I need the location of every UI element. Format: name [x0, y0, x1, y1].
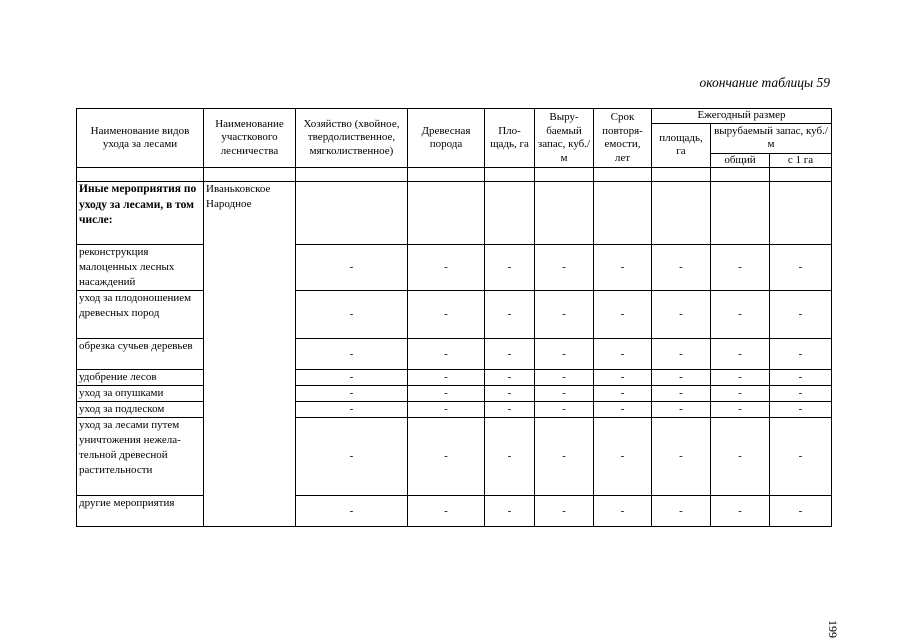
- dash-cell: -: [535, 245, 594, 291]
- table-row: [77, 418, 832, 496]
- table-caption: окончание таблицы 59: [699, 75, 830, 90]
- empty-cell: [535, 168, 594, 182]
- empty-cell: [711, 182, 770, 245]
- dash-cell: -: [652, 339, 711, 370]
- row-label: уход за опушками: [77, 386, 204, 402]
- table-row: [77, 496, 832, 527]
- empty-cell: [296, 182, 408, 245]
- empty-cell: [296, 168, 408, 182]
- dash-cell: -: [535, 496, 594, 527]
- header-type: Наименование видов ухода за лесами: [77, 109, 204, 168]
- header-species: Древесная порода: [408, 109, 485, 168]
- dash-cell: -: [652, 291, 711, 339]
- dash-cell: -: [594, 339, 652, 370]
- dash-cell: -: [296, 402, 408, 418]
- dash-cell: -: [485, 418, 535, 496]
- empty-cell: [204, 168, 296, 182]
- dash-cell: -: [485, 496, 535, 527]
- empty-cell: [77, 168, 204, 182]
- empty-cell: [652, 182, 711, 245]
- dash-cell: -: [408, 496, 485, 527]
- row-label: обрезка сучьев деревьев: [77, 339, 204, 370]
- dash-cell: -: [594, 402, 652, 418]
- header-total: общий: [711, 153, 770, 168]
- dash-cell: -: [652, 386, 711, 402]
- dash-cell: -: [535, 370, 594, 386]
- dash-cell: -: [296, 370, 408, 386]
- empty-cell: [485, 168, 535, 182]
- header-forestry: Наименование участкового лесничества: [204, 109, 296, 168]
- dash-cell: -: [485, 245, 535, 291]
- dash-cell: -: [770, 245, 832, 291]
- dash-cell: -: [408, 386, 485, 402]
- dash-cell: -: [485, 402, 535, 418]
- empty-cell: [770, 182, 832, 245]
- dash-cell: -: [594, 418, 652, 496]
- dash-cell: -: [296, 339, 408, 370]
- dash-cell: -: [408, 339, 485, 370]
- dash-cell: -: [408, 291, 485, 339]
- dash-cell: -: [594, 386, 652, 402]
- dash-cell: -: [296, 291, 408, 339]
- dash-cell: -: [770, 370, 832, 386]
- header-annual-area: площадь, га: [652, 123, 711, 168]
- group-row: [77, 182, 832, 245]
- dash-cell: -: [535, 291, 594, 339]
- dash-cell: -: [652, 496, 711, 527]
- row-label: уход за лесами путем уничтожения нежела-тельной древесной растительности: [77, 418, 204, 496]
- row-label: уход за плодоношением древесных пород: [77, 291, 204, 339]
- dash-cell: -: [770, 291, 832, 339]
- header-farm: Хозяйство (хвойное, твердолиственное, мягколиственное): [296, 109, 408, 168]
- table-row: [77, 245, 832, 291]
- row-label: уход за подлеском: [77, 402, 204, 418]
- row-label: реконструкция малоценных лесных насаждений: [77, 245, 204, 291]
- table-row: [77, 291, 832, 339]
- table-row: [77, 339, 832, 370]
- dash-cell: -: [652, 418, 711, 496]
- dash-cell: -: [296, 245, 408, 291]
- dash-cell: -: [770, 418, 832, 496]
- header-per-ha: с 1 га: [770, 153, 832, 168]
- table-row: [77, 370, 832, 386]
- dash-cell: -: [296, 496, 408, 527]
- header-harvest: Выру-баемый запас, куб./м: [535, 109, 594, 168]
- dash-cell: -: [535, 418, 594, 496]
- row-label: удобрение лесов: [77, 370, 204, 386]
- dash-cell: -: [485, 386, 535, 402]
- header-annual-volume: вырубаемый запас, куб./м: [711, 123, 832, 153]
- forest-care-table: [76, 108, 832, 527]
- dash-cell: -: [296, 418, 408, 496]
- dash-cell: -: [485, 291, 535, 339]
- dash-cell: -: [408, 245, 485, 291]
- header-period: Срок повторя-емости, лет: [594, 109, 652, 168]
- table-row: [77, 402, 832, 418]
- dash-cell: -: [485, 370, 535, 386]
- header-annual: Ежегодный размер: [652, 109, 832, 124]
- dash-cell: -: [711, 402, 770, 418]
- dash-cell: -: [652, 245, 711, 291]
- empty-cell: [594, 168, 652, 182]
- group-title: Иные мероприятия по уходу за лесами, в том числе:: [77, 182, 204, 245]
- empty-cell: [485, 182, 535, 245]
- dash-cell: -: [535, 386, 594, 402]
- forestry-name: Иваньковское Народное: [204, 182, 296, 527]
- dash-cell: -: [711, 291, 770, 339]
- empty-cell: [770, 168, 832, 182]
- dash-cell: -: [535, 402, 594, 418]
- table-row: [77, 386, 832, 402]
- page-number: 199: [826, 620, 840, 638]
- dash-cell: -: [408, 418, 485, 496]
- dash-cell: -: [594, 496, 652, 527]
- dash-cell: -: [652, 402, 711, 418]
- empty-cell: [594, 182, 652, 245]
- dash-cell: -: [594, 245, 652, 291]
- dash-cell: -: [296, 386, 408, 402]
- dash-cell: -: [408, 370, 485, 386]
- dash-cell: -: [485, 339, 535, 370]
- header-area: Пло-щадь, га: [485, 109, 535, 168]
- dash-cell: -: [408, 402, 485, 418]
- dash-cell: -: [711, 496, 770, 527]
- dash-cell: -: [711, 418, 770, 496]
- dash-cell: -: [711, 386, 770, 402]
- empty-cell: [652, 168, 711, 182]
- dash-cell: -: [535, 339, 594, 370]
- empty-cell: [408, 168, 485, 182]
- spacer-row: [77, 168, 832, 182]
- empty-cell: [711, 168, 770, 182]
- dash-cell: -: [594, 291, 652, 339]
- dash-cell: -: [770, 386, 832, 402]
- dash-cell: -: [770, 402, 832, 418]
- row-label: другие мероприятия: [77, 496, 204, 527]
- empty-cell: [408, 182, 485, 245]
- dash-cell: -: [594, 370, 652, 386]
- dash-cell: -: [711, 245, 770, 291]
- dash-cell: -: [770, 496, 832, 527]
- dash-cell: -: [770, 339, 832, 370]
- dash-cell: -: [711, 370, 770, 386]
- dash-cell: -: [711, 339, 770, 370]
- dash-cell: -: [652, 370, 711, 386]
- empty-cell: [535, 182, 594, 245]
